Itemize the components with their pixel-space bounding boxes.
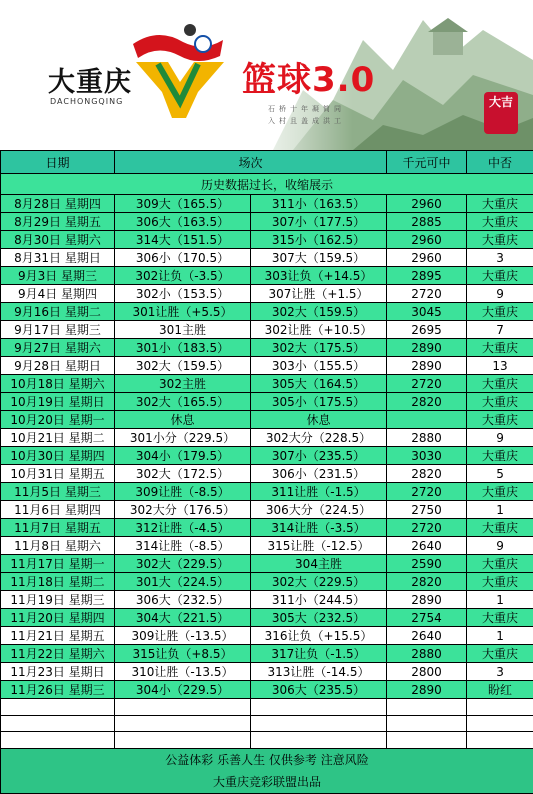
table-row — [1, 303, 533, 321]
row-match-b: 307让胜（+1.5） — [251, 285, 387, 303]
row-result: 大重庆 — [467, 519, 533, 537]
collapse-note: 历史数据过长，收缩展示 — [1, 174, 533, 195]
row-amount: 3045 — [387, 303, 467, 321]
blank-cell — [1, 715, 115, 732]
row-amount: 2960 — [387, 249, 467, 267]
row-date: 8月28日 星期四 — [1, 195, 115, 213]
row-amount: 2890 — [387, 681, 467, 699]
row-result: 大重庆 — [467, 195, 533, 213]
row-result: 9 — [467, 537, 533, 555]
row-amount: 2890 — [387, 357, 467, 375]
row-match-b: 307大（159.5） — [251, 249, 387, 267]
row-date: 9月17日 星期三 — [1, 321, 115, 339]
row-match-a: 301大（224.5） — [115, 573, 251, 591]
row-result: 5 — [467, 465, 533, 483]
row-match-a: 302小（153.5） — [115, 285, 251, 303]
blank-cell — [467, 699, 533, 716]
row-result: 大重庆 — [467, 411, 533, 429]
row-result: 大重庆 — [467, 231, 533, 249]
row-amount: 2960 — [387, 195, 467, 213]
row-amount: 2820 — [387, 393, 467, 411]
row-match-b: 302大（229.5） — [251, 573, 387, 591]
row-result: 13 — [467, 357, 533, 375]
row-amount: 2720 — [387, 519, 467, 537]
row-date: 10月19日 星期日 — [1, 393, 115, 411]
row-match-a: 309大（165.5） — [115, 195, 251, 213]
row-amount: 2890 — [387, 591, 467, 609]
row-result: 大重庆 — [467, 213, 533, 231]
row-date: 9月16日 星期二 — [1, 303, 115, 321]
footer-row — [1, 771, 533, 794]
blank-cell — [115, 699, 251, 716]
row-amount: 2750 — [387, 501, 467, 519]
header-amount: 千元可中 — [387, 151, 467, 174]
row-result: 大重庆 — [467, 339, 533, 357]
blank-cell — [387, 715, 467, 732]
row-match-b: 305大（232.5） — [251, 609, 387, 627]
row-result: 1 — [467, 627, 533, 645]
row-match-a: 306大（163.5） — [115, 213, 251, 231]
table-row — [1, 375, 533, 393]
row-match-b: 311小（244.5） — [251, 591, 387, 609]
row-amount: 2880 — [387, 645, 467, 663]
row-date: 10月30日 星期四 — [1, 447, 115, 465]
slogan-line-1: 石桥十年凝简同 — [268, 104, 345, 114]
row-amount: 2885 — [387, 213, 467, 231]
table-row — [1, 501, 533, 519]
row-match-a: 302大（159.5） — [115, 357, 251, 375]
table-row — [1, 555, 533, 573]
row-date: 10月21日 星期二 — [1, 429, 115, 447]
row-result: 大重庆 — [467, 645, 533, 663]
row-match-a: 306小（170.5） — [115, 249, 251, 267]
row-match-b: 304主胜 — [251, 555, 387, 573]
blank-cell — [115, 715, 251, 732]
row-result: 大重庆 — [467, 393, 533, 411]
row-date: 11月21日 星期五 — [1, 627, 115, 645]
row-match-b: 306大分（224.5） — [251, 501, 387, 519]
table-row — [1, 357, 533, 375]
blank-cell — [1, 732, 115, 749]
table-row — [1, 663, 533, 681]
row-amount: 2695 — [387, 321, 467, 339]
row-date: 8月30日 星期六 — [1, 231, 115, 249]
row-date: 10月31日 星期五 — [1, 465, 115, 483]
row-result: 9 — [467, 285, 533, 303]
header-match: 场次 — [115, 151, 387, 174]
row-date: 11月19日 星期三 — [1, 591, 115, 609]
blank-cell — [251, 715, 387, 732]
row-match-a: 301让胜（+5.5） — [115, 303, 251, 321]
row-date: 10月20日 星期一 — [1, 411, 115, 429]
row-match-a: 314让胜（-8.5） — [115, 537, 251, 555]
row-result: 大重庆 — [467, 375, 533, 393]
row-amount: 2590 — [387, 555, 467, 573]
row-amount: 2895 — [387, 267, 467, 285]
table-row — [1, 267, 533, 285]
row-match-a: 304大（221.5） — [115, 609, 251, 627]
row-match-b: 307小（177.5） — [251, 213, 387, 231]
brand-name: 大重庆 — [48, 60, 132, 99]
row-result: 1 — [467, 591, 533, 609]
table-row — [1, 609, 533, 627]
row-match-a: 休息 — [115, 411, 251, 429]
row-match-a: 301小分（229.5） — [115, 429, 251, 447]
table-row — [1, 591, 533, 609]
row-match-a: 301主胜 — [115, 321, 251, 339]
row-match-a: 312让胜（-4.5） — [115, 519, 251, 537]
row-amount: 2880 — [387, 429, 467, 447]
row-match-b: 317让负（-1.5） — [251, 645, 387, 663]
row-match-a: 309让胜（-8.5） — [115, 483, 251, 501]
table-row — [1, 681, 533, 699]
row-match-b: 302让胜（+10.5） — [251, 321, 387, 339]
brand-pinyin: DACHONGQING — [50, 97, 123, 106]
row-match-a: 302大分（176.5） — [115, 501, 251, 519]
row-date: 9月3日 星期三 — [1, 267, 115, 285]
blank-cell — [387, 732, 467, 749]
table-row — [1, 231, 533, 249]
row-date: 11月6日 星期四 — [1, 501, 115, 519]
row-match-a: 302大（229.5） — [115, 555, 251, 573]
row-match-b: 305小（175.5） — [251, 393, 387, 411]
row-match-b: 305大（164.5） — [251, 375, 387, 393]
footer-row — [1, 748, 533, 771]
table-row — [1, 573, 533, 591]
table-row — [1, 195, 533, 213]
row-date: 10月18日 星期六 — [1, 375, 115, 393]
row-match-b: 302大分（228.5） — [251, 429, 387, 447]
row-match-b: 315小（162.5） — [251, 231, 387, 249]
row-date: 11月23日 星期日 — [1, 663, 115, 681]
header-banner — [0, 0, 533, 150]
row-match-b: 306大（235.5） — [251, 681, 387, 699]
row-amount: 2640 — [387, 627, 467, 645]
table-header-row — [1, 151, 533, 174]
table-row — [1, 411, 533, 429]
brand-emblem-icon — [128, 22, 228, 122]
collapse-note-row — [1, 174, 533, 195]
blank-row — [1, 715, 533, 732]
table-row — [1, 213, 533, 231]
table-row — [1, 627, 533, 645]
row-result: 3 — [467, 663, 533, 681]
row-match-b: 302大（159.5） — [251, 303, 387, 321]
row-match-a: 309让胜（-13.5） — [115, 627, 251, 645]
row-amount: 2960 — [387, 231, 467, 249]
row-match-a: 310让胜（-13.5） — [115, 663, 251, 681]
row-match-b: 313让胜（-14.5） — [251, 663, 387, 681]
row-match-a: 302大（172.5） — [115, 465, 251, 483]
table-row — [1, 285, 533, 303]
row-amount — [387, 411, 467, 429]
row-date: 11月22日 星期六 — [1, 645, 115, 663]
blank-cell — [1, 699, 115, 716]
table-row — [1, 321, 533, 339]
row-match-b: 316让负（+15.5） — [251, 627, 387, 645]
table-row — [1, 249, 533, 267]
blank-cell — [251, 732, 387, 749]
table-row — [1, 339, 533, 357]
row-result: 大重庆 — [467, 483, 533, 501]
row-date: 9月27日 星期六 — [1, 339, 115, 357]
row-match-b: 302大（175.5） — [251, 339, 387, 357]
row-amount: 2640 — [387, 537, 467, 555]
row-match-b: 311小（163.5） — [251, 195, 387, 213]
row-result: 7 — [467, 321, 533, 339]
table-row — [1, 519, 533, 537]
row-date: 11月5日 星期三 — [1, 483, 115, 501]
row-match-a: 302让负（-3.5） — [115, 267, 251, 285]
row-date: 9月4日 星期四 — [1, 285, 115, 303]
row-result: 大重庆 — [467, 447, 533, 465]
row-date: 8月31日 星期日 — [1, 249, 115, 267]
row-date: 11月7日 星期五 — [1, 519, 115, 537]
table-row — [1, 537, 533, 555]
row-amount: 3030 — [387, 447, 467, 465]
row-amount: 2720 — [387, 285, 467, 303]
table-row — [1, 447, 533, 465]
table-row — [1, 483, 533, 501]
row-result: 3 — [467, 249, 533, 267]
row-result: 大重庆 — [467, 267, 533, 285]
row-amount: 2820 — [387, 465, 467, 483]
table-row — [1, 393, 533, 411]
blank-row — [1, 732, 533, 749]
footer-text: 大重庆竞彩联盟出品 — [1, 771, 533, 794]
results-table — [0, 150, 533, 794]
row-result: 大重庆 — [467, 555, 533, 573]
row-match-b: 311让胜（-1.5） — [251, 483, 387, 501]
header-result: 中否 — [467, 151, 533, 174]
blank-cell — [387, 699, 467, 716]
slogan-line-2: 入村且盖成洪工 — [268, 116, 345, 126]
banner-title: 篮球3.0 — [242, 52, 375, 101]
row-match-a: 302主胜 — [115, 375, 251, 393]
row-match-a: 306大（232.5） — [115, 591, 251, 609]
row-amount: 2720 — [387, 483, 467, 501]
blank-cell — [115, 732, 251, 749]
row-match-b: 307小（235.5） — [251, 447, 387, 465]
row-match-a: 304小（229.5） — [115, 681, 251, 699]
row-match-b: 休息 — [251, 411, 387, 429]
blank-cell — [251, 699, 387, 716]
blank-row — [1, 699, 533, 716]
seal-stamp: 大吉 — [484, 92, 518, 134]
row-match-a: 315让负（+8.5） — [115, 645, 251, 663]
row-match-a: 304小（179.5） — [115, 447, 251, 465]
table-row — [1, 645, 533, 663]
row-match-b: 303小（155.5） — [251, 357, 387, 375]
row-match-b: 315让胜（-12.5） — [251, 537, 387, 555]
row-date: 8月29日 星期五 — [1, 213, 115, 231]
row-date: 11月17日 星期一 — [1, 555, 115, 573]
row-match-a: 301小（183.5） — [115, 339, 251, 357]
footer-text: 公益体彩 乐善人生 仅供参考 注意风险 — [1, 748, 533, 771]
row-date: 9月28日 星期日 — [1, 357, 115, 375]
blank-cell — [467, 715, 533, 732]
header-date: 日期 — [1, 151, 115, 174]
row-date: 11月18日 星期二 — [1, 573, 115, 591]
table-row — [1, 429, 533, 447]
row-amount: 2890 — [387, 339, 467, 357]
row-match-b: 306小（231.5） — [251, 465, 387, 483]
row-amount: 2800 — [387, 663, 467, 681]
row-result: 大重庆 — [467, 573, 533, 591]
row-result: 1 — [467, 501, 533, 519]
row-date: 11月8日 星期六 — [1, 537, 115, 555]
row-amount: 2820 — [387, 573, 467, 591]
row-match-b: 314让胜（-3.5） — [251, 519, 387, 537]
row-result: 9 — [467, 429, 533, 447]
row-amount: 2720 — [387, 375, 467, 393]
row-amount: 2754 — [387, 609, 467, 627]
row-result: 大重庆 — [467, 303, 533, 321]
row-result: 盼红 — [467, 681, 533, 699]
row-date: 11月20日 星期四 — [1, 609, 115, 627]
row-match-a: 314大（151.5） — [115, 231, 251, 249]
row-match-b: 303让负（+14.5） — [251, 267, 387, 285]
row-date: 11月26日 星期三 — [1, 681, 115, 699]
blank-cell — [467, 732, 533, 749]
row-result: 大重庆 — [467, 609, 533, 627]
table-row — [1, 465, 533, 483]
row-match-a: 302大（165.5） — [115, 393, 251, 411]
